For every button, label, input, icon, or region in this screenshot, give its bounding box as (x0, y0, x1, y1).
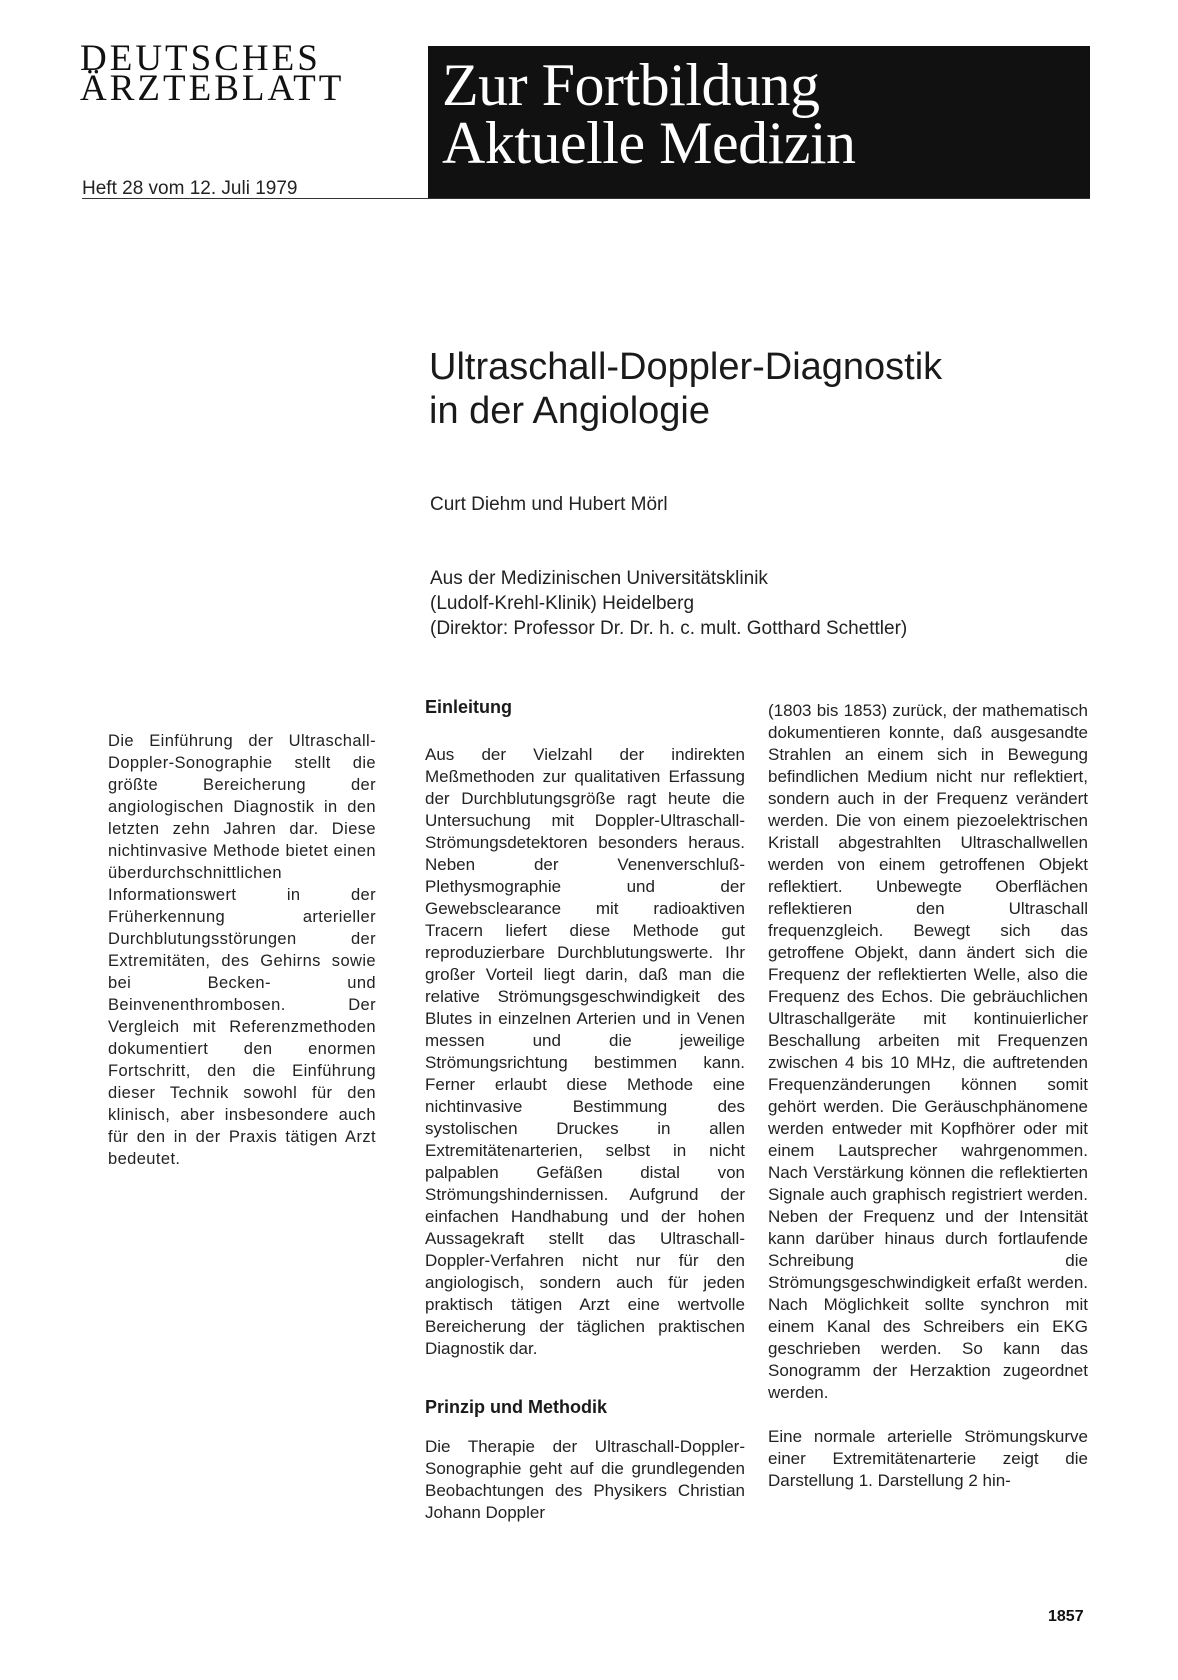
article-abstract: Die Einführung der Ultraschall-Doppler-Sonographie stellt die größte Bereicherung der angiologischen Diagnostik in den letzten zehn Jahren dar. Diese nichtinvasive Methode bietet einen überdurchschnittlichen Informationswert in der Früherkennung arterieller Durchblutungsstörungen der Extremitäten, des Gehirns sowie bei Becken- und Beinvenenthrombosen. Der Vergleich mit Referenzmethoden dokumentiert den enormen Fortschritt, den die Einführung dieser Technik sowohl für den klinisch, aber insbesondere auch für den in der Praxis tätigen Arzt bedeutet. (108, 732, 376, 1168)
affiliation-line: (Direktor: Professor Dr. Dr. h. c. mult. Gotthard Schettler) (430, 618, 908, 639)
header-rule (82, 198, 1090, 199)
article-title (429, 345, 942, 433)
body-paragraph: Die Therapie der Ultraschall-Doppler-Sonographie geht auf die grundlegenden Beobachtungen des Physikers Christian Johann Doppler (425, 1437, 745, 1522)
title-line1: Ultraschall-Doppler-Diagnostik (429, 346, 943, 388)
author-affiliation (430, 566, 907, 641)
page-number: 1857 (1048, 1608, 1084, 1625)
section-heading-prinzip: Prinzip und Methodik (425, 1397, 607, 1417)
title-line2: in der Angiologie (429, 390, 710, 432)
affiliation-line: Aus der Medizinischen Universitätsklinik (430, 568, 768, 589)
masthead-line2: ÄRZTEBLATT (80, 68, 345, 109)
body-paragraph: (1803 bis 1853) zurück, der mathematisch dokumentieren konnte, daß ausgesandte Strahlen an einem sich in Bewegung befindlichen Medium nicht nur reflektiert, sondern auch in der Frequenz verändert werden. Die von einem piezoelektrischen Kristall abgestrahlten Ultraschallwellen werden von einem getroffenen Objekt reflektiert. Unbewegte Oberflächen reflektieren den Ultraschall frequenzgleich. Bewegt sich das getroffene Objekt, dann ändert sich die Frequenz der reflektierten Welle, also die Frequenz des Echos. Die gebräuchlichen Ultraschallgeräte mit kontinuierlicher Beschallung arbeiten mit Frequenzen zwischen 4 bis 10 MHz, die auftretenden Frequenzänderungen können somit gehört werden. Die Geräuschphänomene werden entweder mit Kopfhörer oder mit einem Lautsprecher wahrgenommen. Nach Verstärkung können die reflektierten Signale auch graphisch registriert werden. Neben der Frequenz und der Intensität kann darüber hinaus durch fortlaufende Schreibung die Strömungsgeschwindigkeit erfaßt werden. Nach Möglichkeit sollte synchron mit einem Kanal des Schreibers ein EKG geschrieben werden. So kann das Sonogramm der Herzaktion zugeordnet werden. (768, 701, 1088, 1402)
banner-line2: Aktuelle Medizin (442, 110, 856, 176)
body-paragraph: Aus der Vielzahl der indirekten Meßmethoden zur qualitativen Erfassung der Durchblutungsgröße ragt heute die Untersuchung mit Doppler-Ultraschall-Strömungsdetektoren besonders heraus. Neben der Venenverschluß-Plethysmographie und der Gewebsclearance mit radioaktiven Tracern liefert diese Methode gut reproduzierbare Durchblutungswerte. Ihr großer Vorteil liegt darin, daß man die relative Strömungsgeschwindigkeit des Blutes in einzelnen Arterien und in Venen messen und die jeweilige Strömungsrichtung bestimmen kann. Ferner erlaubt diese Methode eine nichtinvasive Bestimmung des systolischen Druckes in allen Extremitätenarterien, selbst in nicht palpablen Gefäßen distal von Strömungshindernissen. Aufgrund der einfachen Handhabung und der hohen Aussagekraft stellt das Ultraschall-Doppler-Verfahren nicht nur für den angiologisch, sondern auch für jeden praktisch tätigen Arzt eine wertvolle Bereicherung der täglichen praktischen Diagnostik dar. (425, 745, 745, 1358)
section-heading-einleitung: Einleitung (425, 697, 512, 717)
journal-masthead (80, 38, 345, 109)
section-banner (428, 46, 1090, 199)
affiliation-line: (Ludolf-Krehl-Klinik) Heidelberg (430, 593, 695, 614)
masthead-line1: DEUTSCHES (80, 38, 321, 79)
body-column-1 (425, 697, 745, 1524)
banner-line1: Zur Fortbildung (442, 52, 820, 118)
article-authors: Curt Diehm und Hubert Mörl (430, 494, 668, 515)
issue-date: Heft 28 vom 12. Juli 1979 (82, 178, 298, 199)
body-column-2 (768, 700, 1088, 1492)
body-paragraph: Eine normale arterielle Strömungskurve einer Extremitätenarterie zeigt die Darstellung 1. Darstellung 2 hin- (768, 1427, 1088, 1490)
